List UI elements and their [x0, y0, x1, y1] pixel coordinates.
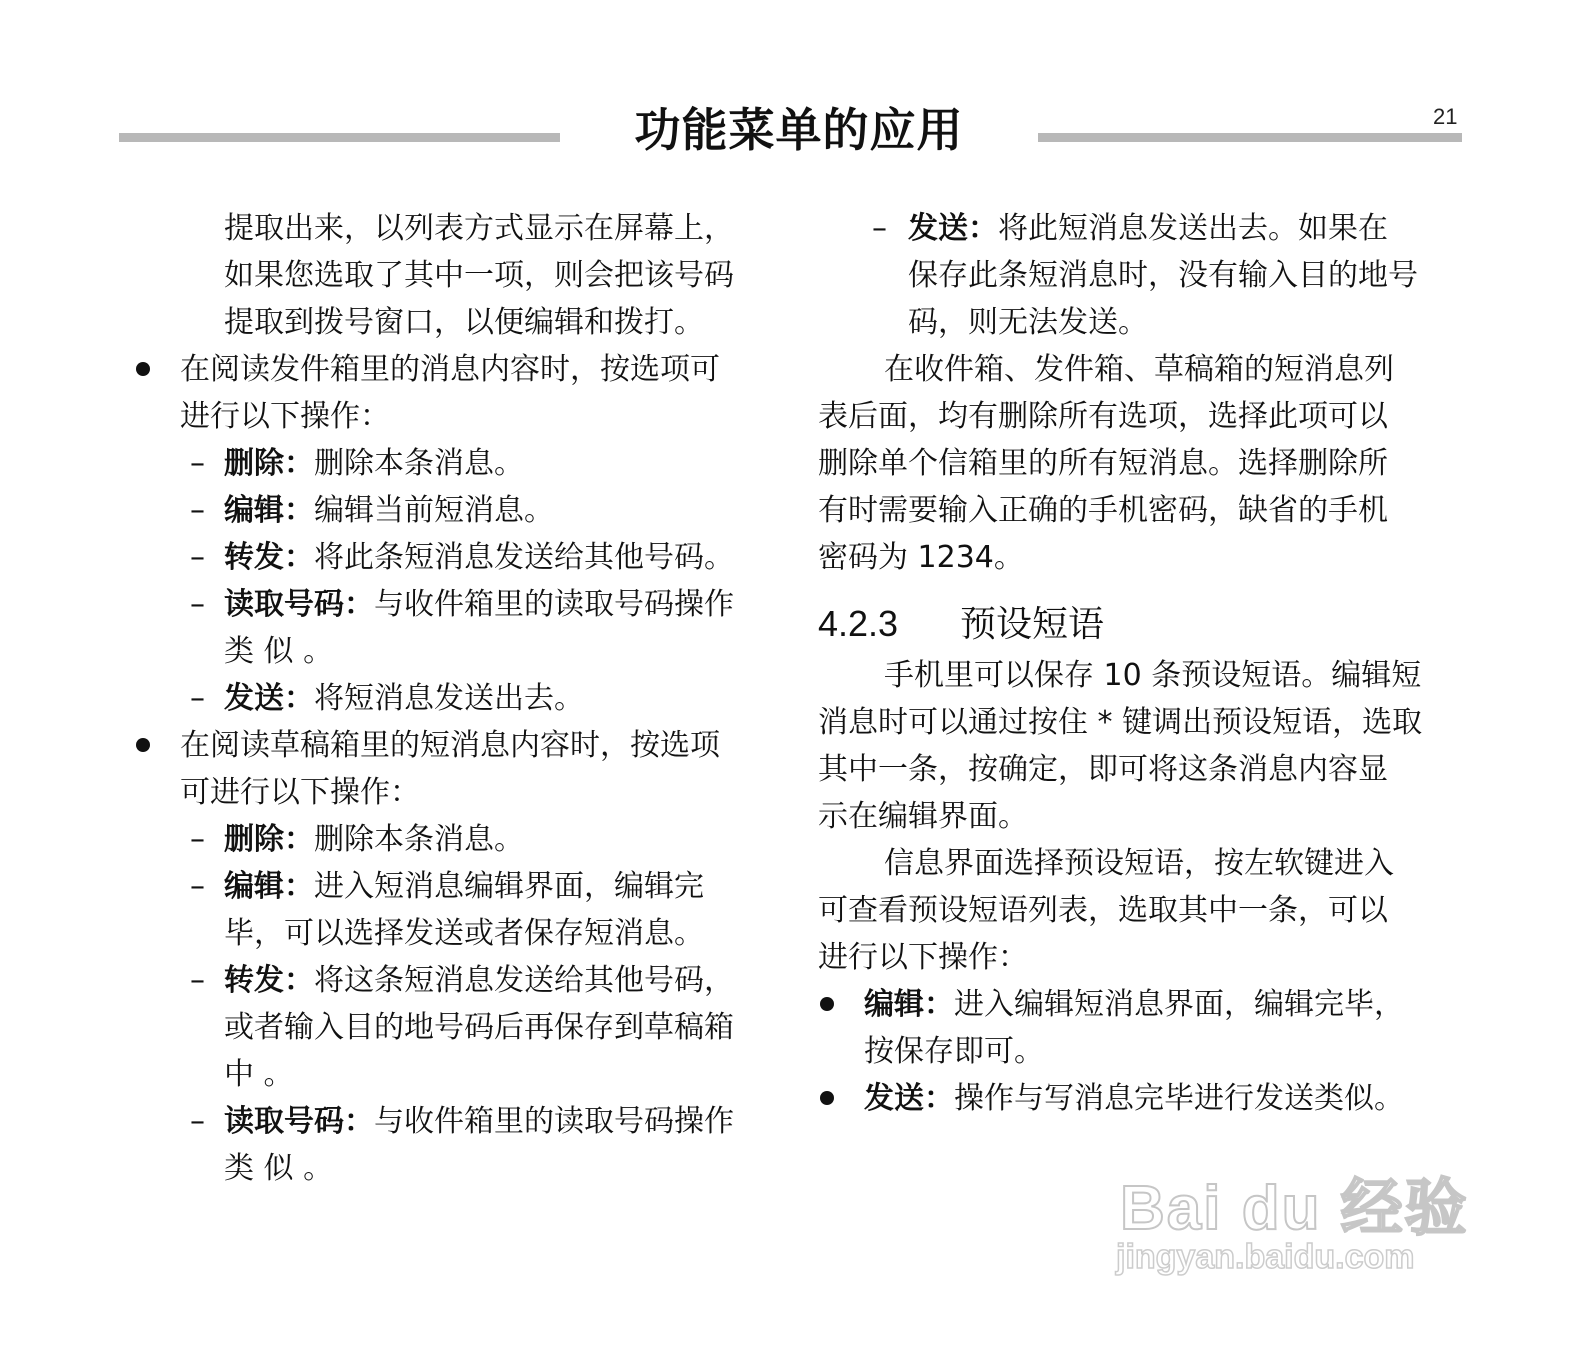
paragraph-line: 密码为 1234。: [818, 540, 1024, 575]
dash-item-read-number: [132, 581, 772, 628]
item-term: 读取号码：: [224, 1104, 374, 1139]
dash-item-send: [818, 205, 1454, 252]
dash-item-read-number: [132, 1098, 772, 1145]
section-heading: [818, 597, 1454, 652]
paragraph-line: 表后面，均有删除所有选项，选择此项可以: [818, 399, 1388, 434]
bullet-dot: [136, 738, 150, 752]
item-term: 删除：: [224, 446, 314, 481]
item-text-cont: 码，则无法发送。: [908, 305, 1148, 340]
paragraph-line: 删除单个信箱里的所有短消息。选择删除所: [818, 446, 1388, 481]
item-term: 删除：: [224, 822, 314, 857]
dash-item-delete: [132, 440, 772, 487]
item-text: 将此条短消息发送给其他号码。: [314, 540, 734, 575]
dash-item-delete: [132, 816, 772, 863]
item-text: 删除本条消息。: [314, 822, 524, 857]
item-text-cont: 按保存即可。: [864, 1034, 1044, 1069]
baidu-jingyan-watermark: [1110, 1140, 1480, 1310]
bullet-drafts: [132, 722, 772, 769]
paragraph-line: 有时需要输入正确的手机密码，缺省的手机: [818, 493, 1388, 528]
bullet-dot: [820, 997, 834, 1011]
item-term: 编辑：: [224, 869, 314, 904]
dash-item-send: [132, 675, 772, 722]
dash-item-forward: [132, 957, 772, 1004]
dash-mark: –: [190, 587, 205, 622]
item-text: 与收件箱里的读取号码操作: [374, 587, 734, 622]
left-column: [132, 205, 772, 1192]
item-text-cont: 毕，可以选择发送或者保存短消息。: [224, 916, 704, 951]
paragraph-line: 消息时可以通过按住 * 键调出预设短语，选取: [818, 705, 1423, 740]
item-text: 将此短消息发送出去。如果在: [998, 211, 1388, 246]
dash-mark: –: [190, 1104, 205, 1139]
item-text-cont: 保存此条短消息时，没有输入目的地号: [908, 258, 1418, 293]
page-title: 功能菜单的应用: [560, 102, 1038, 158]
watermark-brand: Bai du 经验: [1120, 1174, 1469, 1243]
item-term: 转发：: [224, 540, 314, 575]
item-text: 删除本条消息。: [314, 446, 524, 481]
dash-mark: –: [190, 963, 205, 998]
bullet-outbox: [132, 346, 772, 393]
item-term: 发送：: [224, 681, 314, 716]
dash-mark: –: [190, 681, 205, 716]
dash-mark: –: [190, 869, 205, 904]
paragraph-line: 其中一条，按确定，即可将这条消息内容显: [818, 752, 1388, 787]
dash-item-forward: [132, 534, 772, 581]
paragraph-line: 示在编辑界面。: [818, 799, 1028, 834]
paragraph-line: 进行以下操作：: [818, 940, 1028, 975]
item-text-cont: 中 。: [224, 1057, 294, 1092]
bullet-dot: [820, 1091, 834, 1105]
item-text-cont: 或者输入目的地号码后再保存到草稿箱: [224, 1010, 734, 1045]
item-term: 发送：: [864, 1081, 954, 1116]
dash-mark: –: [872, 211, 887, 246]
section-title: 预设短语: [960, 604, 1105, 645]
intro-line: 如果您选取了其中一项，则会把该号码: [224, 258, 734, 293]
paragraph-line: 在收件箱、发件箱、草稿箱的短消息列: [884, 352, 1394, 387]
dash-mark: –: [190, 540, 205, 575]
bullet-text: 在阅读草稿箱里的短消息内容时，按选项: [180, 728, 720, 763]
item-term: 编辑：: [864, 987, 954, 1022]
paragraph-line: 信息界面选择预设短语，按左软键进入: [884, 846, 1394, 881]
bullet-edit: [818, 981, 1454, 1028]
dash-item-edit: [132, 863, 772, 910]
item-text: 与收件箱里的读取号码操作: [374, 1104, 734, 1139]
intro-line: 提取到拨号窗口，以便编辑和拨打。: [224, 305, 704, 340]
bullet-send: [818, 1075, 1454, 1122]
item-term: 读取号码：: [224, 587, 374, 622]
dash-mark: –: [190, 446, 205, 481]
paragraph-line: 可查看预设短语列表，选取其中一条，可以: [818, 893, 1388, 928]
section-number: 4.2.3: [818, 603, 899, 644]
item-text-cont: 类 似 。: [224, 1151, 334, 1186]
item-text-cont: 类 似 。: [224, 634, 334, 669]
item-text: 操作与写消息完毕进行发送类似。: [954, 1081, 1404, 1116]
dash-mark: –: [190, 822, 205, 857]
item-text: 编辑当前短消息。: [314, 493, 554, 528]
bullet-dot: [136, 362, 150, 376]
watermark-url: jingyan.baidu.com: [1116, 1238, 1415, 1276]
item-term: 转发：: [224, 963, 314, 998]
item-term: 发送：: [908, 211, 998, 246]
bullet-text-cont: 进行以下操作：: [180, 399, 390, 434]
bullet-text: 在阅读发件箱里的消息内容时，按选项可: [180, 352, 720, 387]
dash-item-edit: [132, 487, 772, 534]
item-text: 进入短消息编辑界面，编辑完: [314, 869, 704, 904]
item-term: 编辑：: [224, 493, 314, 528]
item-text: 进入编辑短消息界面，编辑完毕，: [954, 987, 1404, 1022]
item-text: 将这条短消息发送给其他号码，: [314, 963, 734, 998]
intro-line: 提取出来，以列表方式显示在屏幕上，: [224, 211, 734, 246]
right-column: [818, 205, 1454, 1122]
page-number: 21: [1433, 104, 1458, 129]
paragraph-line: 手机里可以保存 10 条预设短语。编辑短: [884, 658, 1422, 693]
dash-mark: –: [190, 493, 205, 528]
bullet-text-cont: 可进行以下操作：: [180, 775, 420, 810]
item-text: 将短消息发送出去。: [314, 681, 584, 716]
